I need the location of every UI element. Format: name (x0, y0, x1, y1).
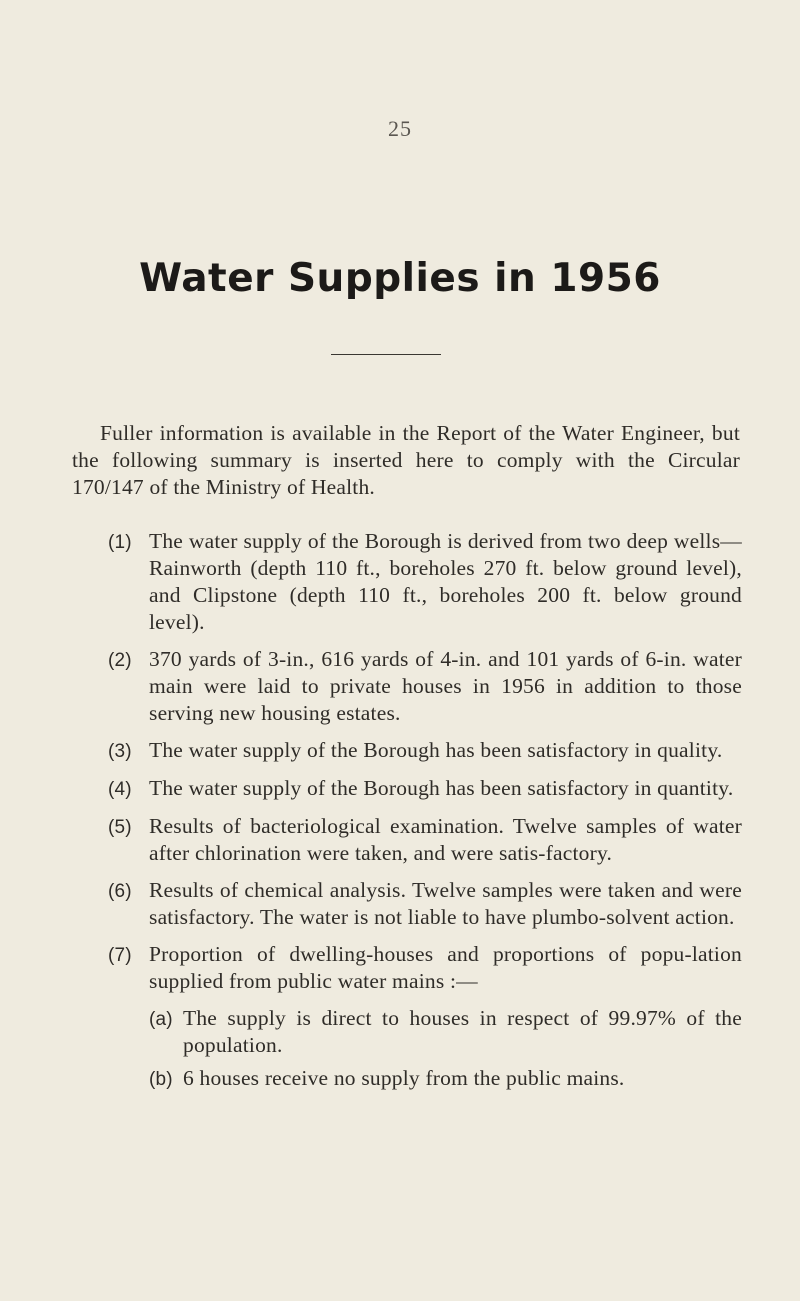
item-number: (3) (108, 741, 132, 762)
item-number: (5) (108, 817, 132, 838)
page-number: 25 (388, 116, 412, 141)
item-number: (6) (108, 881, 132, 902)
sub-list (149, 1005, 742, 1093)
item-text: The water supply of the Borough has been satisfactory in quantity. (149, 776, 734, 800)
item-text: Results of chemical analysis. Twelve samples were taken and were satisfactory. The water is not liable to have plumbo-solvent action. (149, 878, 742, 929)
list-item (108, 941, 742, 995)
page-title: Water Supplies in 1956 (139, 256, 661, 301)
list-item (108, 737, 742, 765)
item-number: (4) (108, 779, 132, 800)
sub-item-text: 6 houses receive no supply from the public mains. (183, 1066, 625, 1090)
item-text: Results of bacteriological examination. Twelve samples of water after chlorination were taken, and were satis-factory. (149, 814, 742, 865)
item-number: (1) (108, 532, 132, 553)
sub-list-item (149, 1065, 742, 1093)
item-text: The water supply of the Borough is derived from two deep wells—Rainworth (depth 110 ft., boreholes 270 ft. below ground level), and Clipstone (depth 110 ft., boreholes 200 ft. below ground level). (149, 529, 742, 634)
sub-item-text: The supply is direct to houses in respect of 99.97% of the population. (183, 1006, 742, 1057)
list-item (108, 813, 742, 867)
item-text: 370 yards of 3-in., 616 yards of 4-in. and 101 yards of 6-in. water main were laid to private houses in 1956 in addition to those serving new housing estates. (149, 647, 742, 725)
sub-list-item (149, 1005, 742, 1059)
item-number: (2) (108, 650, 132, 671)
list-item (108, 775, 742, 803)
item-text: The water supply of the Borough has been satisfactory in quality. (149, 738, 723, 762)
list-item (108, 877, 742, 931)
intro-paragraph: Fuller information is available in the Report of the Water Engineer, but the following summary is inserted here to comply with the Circular 170/147 of the Ministry of Health. (72, 421, 740, 499)
sub-item-label: (a) (149, 1009, 173, 1030)
item-text: Proportion of dwelling-houses and proportions of popu-lation supplied from public water mains :— (149, 942, 742, 993)
summary-list (108, 528, 742, 1099)
sub-item-label: (b) (149, 1069, 173, 1090)
list-item (108, 528, 742, 636)
title-divider (331, 354, 441, 355)
item-number: (7) (108, 945, 132, 966)
list-item (108, 646, 742, 727)
